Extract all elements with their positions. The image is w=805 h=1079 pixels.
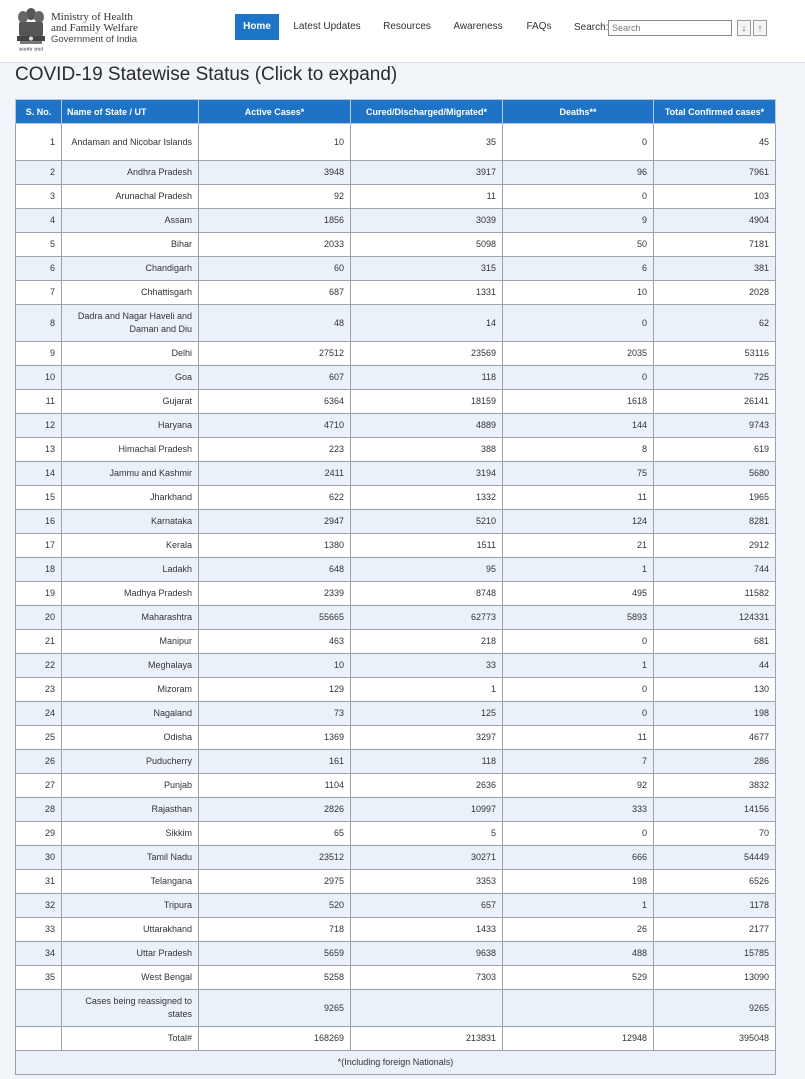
cell-state-name: Sikkim <box>62 822 199 846</box>
cell-deaths: 12948 <box>503 1027 654 1051</box>
cell-total-confirmed: 7961 <box>654 161 776 185</box>
cell-sno: 16 <box>16 510 62 534</box>
cell-sno <box>16 1027 62 1051</box>
cell-deaths: 1618 <box>503 390 654 414</box>
cell-sno: 24 <box>16 702 62 726</box>
cell-active-cases: 1856 <box>199 209 351 233</box>
table-row[interactable] <box>16 366 776 390</box>
cell-sno: 25 <box>16 726 62 750</box>
cell-sno: 11 <box>16 390 62 414</box>
cell-total-confirmed: 744 <box>654 558 776 582</box>
column-header-cured[interactable]: Cured/Discharged/Migrated* <box>351 100 503 124</box>
cell-sno: 26 <box>16 750 62 774</box>
table-row[interactable] <box>16 390 776 414</box>
cell-sno: 33 <box>16 918 62 942</box>
cell-cured: 11 <box>351 185 503 209</box>
cell-deaths: 198 <box>503 870 654 894</box>
cell-cured: 33 <box>351 654 503 678</box>
cell-sno: 21 <box>16 630 62 654</box>
table-row[interactable] <box>16 1027 776 1051</box>
table-row[interactable] <box>16 942 776 966</box>
cell-sno: 10 <box>16 366 62 390</box>
table-row[interactable] <box>16 966 776 990</box>
cell-cured: 4889 <box>351 414 503 438</box>
cell-cured: 388 <box>351 438 503 462</box>
cell-active-cases: 223 <box>199 438 351 462</box>
cell-active-cases: 60 <box>199 257 351 281</box>
cell-state-name: Gujarat <box>62 390 199 414</box>
cell-state-name: Maharashtra <box>62 606 199 630</box>
cell-state-name: Chandigarh <box>62 257 199 281</box>
cell-deaths: 666 <box>503 846 654 870</box>
cell-sno: 35 <box>16 966 62 990</box>
table-row[interactable] <box>16 185 776 209</box>
column-header-sno[interactable]: S. No. <box>16 100 62 124</box>
cell-state-name: Delhi <box>62 342 199 366</box>
cell-deaths: 1 <box>503 558 654 582</box>
cell-sno: 30 <box>16 846 62 870</box>
table-row[interactable] <box>16 870 776 894</box>
table-row[interactable] <box>16 257 776 281</box>
cell-deaths <box>503 990 654 1027</box>
cell-cured: 213831 <box>351 1027 503 1051</box>
cell-cured: 218 <box>351 630 503 654</box>
cell-active-cases: 2411 <box>199 462 351 486</box>
cell-state-name: Tamil Nadu <box>62 846 199 870</box>
cell-deaths: 92 <box>503 774 654 798</box>
table-row[interactable] <box>16 846 776 870</box>
cell-sno: 23 <box>16 678 62 702</box>
table-row[interactable] <box>16 510 776 534</box>
column-header-total[interactable]: Total Confirmed cases* <box>654 100 776 124</box>
cell-sno: 14 <box>16 462 62 486</box>
cell-total-confirmed: 15785 <box>654 942 776 966</box>
cell-state-name: Kerala <box>62 534 199 558</box>
cell-cured: 3297 <box>351 726 503 750</box>
cell-total-confirmed: 5680 <box>654 462 776 486</box>
cell-deaths: 6 <box>503 257 654 281</box>
cell-sno: 15 <box>16 486 62 510</box>
cell-state-name: Bihar <box>62 233 199 257</box>
cell-state-name: Madhya Pradesh <box>62 582 199 606</box>
cell-active-cases: 5659 <box>199 942 351 966</box>
cell-total-confirmed: 395048 <box>654 1027 776 1051</box>
cell-cured: 1331 <box>351 281 503 305</box>
cell-active-cases: 10 <box>199 654 351 678</box>
cell-total-confirmed: 70 <box>654 822 776 846</box>
cell-deaths: 144 <box>503 414 654 438</box>
cell-cured: 5 <box>351 822 503 846</box>
cell-deaths: 10 <box>503 281 654 305</box>
table-row[interactable] <box>16 726 776 750</box>
cell-sno: 22 <box>16 654 62 678</box>
cell-deaths: 0 <box>503 702 654 726</box>
cell-state-name: Chhattisgarh <box>62 281 199 305</box>
cell-active-cases: 2339 <box>199 582 351 606</box>
table-row[interactable] <box>16 209 776 233</box>
cell-sno: 7 <box>16 281 62 305</box>
cell-cured: 3353 <box>351 870 503 894</box>
cell-total-confirmed: 1965 <box>654 486 776 510</box>
cell-sno: 12 <box>16 414 62 438</box>
cell-total-confirmed: 14156 <box>654 798 776 822</box>
cell-cured: 315 <box>351 257 503 281</box>
table-row[interactable] <box>16 305 776 342</box>
search-up-button[interactable]: ↑ <box>753 20 767 36</box>
cell-total-confirmed: 2028 <box>654 281 776 305</box>
cell-state-name: Uttarakhand <box>62 918 199 942</box>
table-footnote: *(Including foreign Nationals) <box>16 1051 776 1075</box>
table-row[interactable] <box>16 798 776 822</box>
cell-total-confirmed: 619 <box>654 438 776 462</box>
national-emblem-logo[interactable] <box>14 5 48 53</box>
table-row[interactable] <box>16 233 776 257</box>
cell-active-cases: 5258 <box>199 966 351 990</box>
cell-deaths: 495 <box>503 582 654 606</box>
cell-sno: 9 <box>16 342 62 366</box>
page-title[interactable]: COVID-19 Statewise Status (Click to expand) <box>15 64 398 85</box>
cell-active-cases: 129 <box>199 678 351 702</box>
ministry-name[interactable] <box>51 12 138 45</box>
cell-sno: 19 <box>16 582 62 606</box>
table-row[interactable] <box>16 654 776 678</box>
cell-state-name: Dadra and Nagar Haveli and Daman and Diu <box>62 305 199 342</box>
table-row[interactable] <box>16 822 776 846</box>
cell-deaths: 333 <box>503 798 654 822</box>
cell-state-name: Rajasthan <box>62 798 199 822</box>
column-header-deaths[interactable]: Deaths** <box>503 100 654 124</box>
cell-deaths: 11 <box>503 486 654 510</box>
cell-total-confirmed: 1178 <box>654 894 776 918</box>
table-row[interactable] <box>16 918 776 942</box>
table-row[interactable] <box>16 750 776 774</box>
cell-deaths: 0 <box>503 366 654 390</box>
cell-sno: 5 <box>16 233 62 257</box>
cell-deaths: 8 <box>503 438 654 462</box>
table-row[interactable] <box>16 534 776 558</box>
cell-total-confirmed: 9265 <box>654 990 776 1027</box>
ministry-line-2: and Family Welfare <box>51 22 138 34</box>
search-input[interactable] <box>608 20 732 36</box>
cell-total-confirmed: 286 <box>654 750 776 774</box>
table-row[interactable] <box>16 702 776 726</box>
cell-deaths: 21 <box>503 534 654 558</box>
cell-total-confirmed: 198 <box>654 702 776 726</box>
cell-cured: 5098 <box>351 233 503 257</box>
table-row[interactable] <box>16 606 776 630</box>
cell-state-name: West Bengal <box>62 966 199 990</box>
cell-cured: 3917 <box>351 161 503 185</box>
cell-cured: 3194 <box>351 462 503 486</box>
cell-state-name: Tripura <box>62 894 199 918</box>
cell-state-name: Odisha <box>62 726 199 750</box>
table-row[interactable] <box>16 438 776 462</box>
statewise-status-table <box>15 99 776 1075</box>
nav-faqs[interactable]: FAQs <box>526 21 552 32</box>
cell-cured: 1 <box>351 678 503 702</box>
cell-sno: 27 <box>16 774 62 798</box>
cell-state-name: Puducherry <box>62 750 199 774</box>
cell-deaths: 0 <box>503 630 654 654</box>
table-row[interactable] <box>16 342 776 366</box>
cell-state-name: Jharkhand <box>62 486 199 510</box>
cell-active-cases: 92 <box>199 185 351 209</box>
cell-cured: 95 <box>351 558 503 582</box>
cell-total-confirmed: 130 <box>654 678 776 702</box>
cell-deaths: 529 <box>503 966 654 990</box>
cell-cured: 657 <box>351 894 503 918</box>
cell-total-confirmed: 381 <box>654 257 776 281</box>
cell-sno: 8 <box>16 305 62 342</box>
cell-active-cases: 55665 <box>199 606 351 630</box>
cell-deaths: 0 <box>503 305 654 342</box>
cell-sno: 18 <box>16 558 62 582</box>
cell-cured: 2636 <box>351 774 503 798</box>
cell-active-cases: 73 <box>199 702 351 726</box>
cell-active-cases: 718 <box>199 918 351 942</box>
search-label: Search: <box>574 22 609 33</box>
cell-cured: 10997 <box>351 798 503 822</box>
cell-state-name: Assam <box>62 209 199 233</box>
cell-sno: 13 <box>16 438 62 462</box>
cell-cured: 30271 <box>351 846 503 870</box>
cell-state-name: Nagaland <box>62 702 199 726</box>
cell-deaths: 26 <box>503 918 654 942</box>
cell-state-name: Mizoram <box>62 678 199 702</box>
cell-deaths: 1 <box>503 654 654 678</box>
cell-cured: 1332 <box>351 486 503 510</box>
cell-cured: 118 <box>351 750 503 774</box>
cell-active-cases: 10 <box>199 124 351 161</box>
cell-sno <box>16 990 62 1027</box>
cell-cured: 1511 <box>351 534 503 558</box>
cell-cured: 14 <box>351 305 503 342</box>
cell-cured <box>351 990 503 1027</box>
cell-active-cases: 9265 <box>199 990 351 1027</box>
column-header-state[interactable]: Name of State / UT <box>62 100 199 124</box>
cell-deaths: 9 <box>503 209 654 233</box>
cell-sno: 29 <box>16 822 62 846</box>
cell-state-name: Manipur <box>62 630 199 654</box>
cell-sno: 32 <box>16 894 62 918</box>
cell-cured: 118 <box>351 366 503 390</box>
cell-sno: 4 <box>16 209 62 233</box>
nav-awareness[interactable]: Awareness <box>453 21 503 32</box>
cell-cured: 62773 <box>351 606 503 630</box>
table-row[interactable] <box>16 774 776 798</box>
cell-active-cases: 687 <box>199 281 351 305</box>
cell-total-confirmed: 2177 <box>654 918 776 942</box>
table-row[interactable] <box>16 894 776 918</box>
cell-cured: 9638 <box>351 942 503 966</box>
cell-deaths: 50 <box>503 233 654 257</box>
cell-state-name: Andaman and Nicobar Islands <box>62 124 199 161</box>
cell-active-cases: 2975 <box>199 870 351 894</box>
cell-cured: 8748 <box>351 582 503 606</box>
cell-active-cases: 1369 <box>199 726 351 750</box>
cell-total-confirmed: 26141 <box>654 390 776 414</box>
ministry-line-1: Ministry of Health <box>51 11 133 23</box>
cell-cured: 7303 <box>351 966 503 990</box>
cell-deaths: 0 <box>503 822 654 846</box>
cell-deaths: 11 <box>503 726 654 750</box>
cell-state-name: Jammu and Kashmir <box>62 462 199 486</box>
cell-total-confirmed: 725 <box>654 366 776 390</box>
cell-active-cases: 23512 <box>199 846 351 870</box>
cell-sno: 17 <box>16 534 62 558</box>
cell-sno: 1 <box>16 124 62 161</box>
cell-cured: 125 <box>351 702 503 726</box>
cell-state-name: Goa <box>62 366 199 390</box>
cell-state-name: Arunachal Pradesh <box>62 185 199 209</box>
cell-cured: 18159 <box>351 390 503 414</box>
cell-sno: 34 <box>16 942 62 966</box>
table-row[interactable] <box>16 281 776 305</box>
cell-sno: 2 <box>16 161 62 185</box>
cell-active-cases: 161 <box>199 750 351 774</box>
cell-total-confirmed: 53116 <box>654 342 776 366</box>
cell-active-cases: 27512 <box>199 342 351 366</box>
cell-deaths: 0 <box>503 185 654 209</box>
cell-state-name: Telangana <box>62 870 199 894</box>
cell-total-confirmed: 6526 <box>654 870 776 894</box>
cell-state-name: Haryana <box>62 414 199 438</box>
cell-active-cases: 4710 <box>199 414 351 438</box>
cell-active-cases: 520 <box>199 894 351 918</box>
cell-state-name: Andhra Pradesh <box>62 161 199 185</box>
cell-active-cases: 2033 <box>199 233 351 257</box>
cell-total-confirmed: 62 <box>654 305 776 342</box>
cell-total-confirmed: 3832 <box>654 774 776 798</box>
cell-sno: 28 <box>16 798 62 822</box>
cell-deaths: 0 <box>503 124 654 161</box>
table-footnote-row <box>16 1051 776 1075</box>
table-row[interactable] <box>16 678 776 702</box>
cell-total-confirmed: 4904 <box>654 209 776 233</box>
cell-active-cases: 65 <box>199 822 351 846</box>
cell-state-name: Total# <box>62 1027 199 1051</box>
cell-total-confirmed: 13090 <box>654 966 776 990</box>
cell-sno: 20 <box>16 606 62 630</box>
cell-deaths: 5893 <box>503 606 654 630</box>
column-header-active[interactable]: Active Cases* <box>199 100 351 124</box>
cell-deaths: 1 <box>503 894 654 918</box>
cell-sno: 3 <box>16 185 62 209</box>
table-header-row <box>16 100 776 124</box>
cell-deaths: 2035 <box>503 342 654 366</box>
ministry-line-3: Government of India <box>51 34 138 45</box>
cell-active-cases: 1104 <box>199 774 351 798</box>
cell-total-confirmed: 8281 <box>654 510 776 534</box>
cell-state-name: Karnataka <box>62 510 199 534</box>
nav-latest-updates[interactable]: Latest Updates <box>293 21 361 32</box>
cell-sno: 31 <box>16 870 62 894</box>
cell-deaths: 0 <box>503 678 654 702</box>
cell-total-confirmed: 11582 <box>654 582 776 606</box>
cell-active-cases: 463 <box>199 630 351 654</box>
cell-deaths: 7 <box>503 750 654 774</box>
cell-active-cases: 168269 <box>199 1027 351 1051</box>
cell-active-cases: 2826 <box>199 798 351 822</box>
cell-active-cases: 6364 <box>199 390 351 414</box>
table-row[interactable] <box>16 582 776 606</box>
cell-total-confirmed: 7181 <box>654 233 776 257</box>
cell-cured: 35 <box>351 124 503 161</box>
cell-state-name: Meghalaya <box>62 654 199 678</box>
cell-state-name: Ladakh <box>62 558 199 582</box>
emblem-caption: सत्यमेव जयते <box>18 47 44 53</box>
cell-active-cases: 2947 <box>199 510 351 534</box>
cell-total-confirmed: 45 <box>654 124 776 161</box>
table-row[interactable] <box>16 486 776 510</box>
nav-home[interactable]: Home <box>235 14 279 40</box>
cell-total-confirmed: 2912 <box>654 534 776 558</box>
cell-active-cases: 648 <box>199 558 351 582</box>
cell-deaths: 488 <box>503 942 654 966</box>
cell-total-confirmed: 103 <box>654 185 776 209</box>
search-down-button[interactable]: ↓ <box>737 20 751 36</box>
cell-total-confirmed: 681 <box>654 630 776 654</box>
site-header <box>0 0 805 63</box>
cell-cured: 5210 <box>351 510 503 534</box>
cell-total-confirmed: 9743 <box>654 414 776 438</box>
cell-cured: 1433 <box>351 918 503 942</box>
cell-cured: 23569 <box>351 342 503 366</box>
table-row[interactable] <box>16 414 776 438</box>
table-row[interactable] <box>16 558 776 582</box>
cell-active-cases: 3948 <box>199 161 351 185</box>
table-row[interactable] <box>16 161 776 185</box>
table-body <box>16 124 776 1075</box>
table-row[interactable] <box>16 124 776 161</box>
cell-sno: 6 <box>16 257 62 281</box>
cell-deaths: 96 <box>503 161 654 185</box>
cell-deaths: 75 <box>503 462 654 486</box>
cell-state-name: Himachal Pradesh <box>62 438 199 462</box>
cell-cured: 3039 <box>351 209 503 233</box>
cell-active-cases: 48 <box>199 305 351 342</box>
cell-state-name: Uttar Pradesh <box>62 942 199 966</box>
cell-total-confirmed: 4677 <box>654 726 776 750</box>
cell-total-confirmed: 124331 <box>654 606 776 630</box>
cell-active-cases: 622 <box>199 486 351 510</box>
cell-total-confirmed: 54449 <box>654 846 776 870</box>
cell-active-cases: 1380 <box>199 534 351 558</box>
cell-deaths: 124 <box>503 510 654 534</box>
cell-state-name: Punjab <box>62 774 199 798</box>
table-row[interactable] <box>16 462 776 486</box>
cell-state-name: Cases being reassigned to states <box>62 990 199 1027</box>
table-row[interactable] <box>16 630 776 654</box>
cell-active-cases: 607 <box>199 366 351 390</box>
table-row[interactable] <box>16 990 776 1027</box>
cell-total-confirmed: 44 <box>654 654 776 678</box>
nav-resources[interactable]: Resources <box>383 21 431 32</box>
